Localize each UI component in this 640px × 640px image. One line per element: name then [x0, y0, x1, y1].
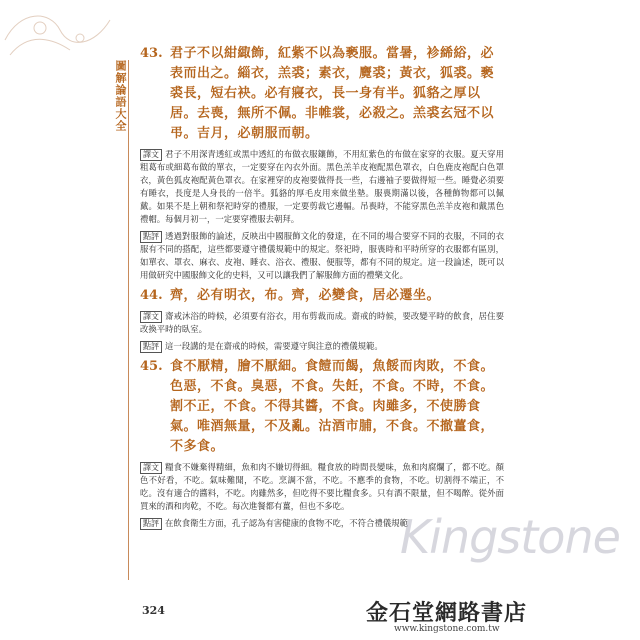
commentary-text: 這一段講的是在齋戒的時候，需要遵守與注意的禮儀規範。	[165, 341, 383, 351]
translation-text: 齋戒沐浴的時候，必須要有浴衣，用布剪裁而成。齋戒的時候，要改變平時的飲食，居住要改換平時的臥室。	[140, 311, 504, 334]
commentary-tag: 點評	[140, 341, 162, 353]
commentary	[140, 230, 504, 282]
translation	[140, 461, 504, 513]
page-number: 324	[142, 604, 165, 617]
translation-text: 君子不用深青透紅或黑中透紅的布做衣服鑲飾，不用紅紫色的布做在家穿的衣服。夏天穿用粗葛布或細葛布做的單衣，一定要穿在內衣外面。黑色羔羊皮袍配黑色罩衣，白色鹿皮袍配白色罩衣，黃色狐皮袍配黃色罩衣。在家裡穿的皮袍要做得長一些，右邊袖子要做得短一些。睡覺必須要有睡衣，長度是人身長的一倍半。狐貉的厚毛皮用來做坐墊。服喪期滿以後，各種飾物都可以佩戴。如果不是上朝和祭祀時穿的禮服，一定要剪裁它邊幅。吊喪時，不能穿黑色羔羊皮袍和戴黑色禮帽。每個月初一，一定要穿禮服去朝拜。	[140, 149, 504, 224]
verse-number: 43.	[140, 46, 163, 61]
verse-43	[140, 44, 504, 144]
watermark-brand: Kingstone	[400, 510, 620, 564]
translation	[140, 310, 504, 336]
translation-text: 糧食不嫌棄得精細，魚和肉不嫌切得細。糧食放的時間長變味，魚和肉腐爛了，都不吃。顏色不好看，不吃。氣味難聞，不吃。烹調不當，不吃。不應季的食物，不吃。切割得不端正，不吃。沒有適合的醬料，不吃。肉雖然多，但吃得不要比糧食多。只有酒不限量，但不喝醉。從外面買來的酒和肉乾，不吃。每次進餐都有薑，但也不多吃。	[140, 462, 504, 511]
decorative-ornament	[0, 0, 120, 70]
verse-text: 食不厭精，膾不厭細。食饐而餲，魚餒而肉敗，不食。色惡，不食。臭惡，不食。失飪，不食。不時，不食。割不正，不食。不得其醬，不食。肉雖多，不使勝食氣。唯酒無量，不及亂。沽酒市脯，不食。不撤薑食，不多食。	[170, 359, 495, 454]
commentary-text: 在飲食衛生方面，孔子認為有害健康的食物不吃，不符合禮儀規範	[165, 518, 408, 528]
page-content	[140, 44, 504, 534]
verse-45	[140, 357, 504, 457]
watermark-url: www.kingstone.com.tw	[394, 624, 500, 634]
commentary-text: 透過對服飾的論述，反映出中國服飾文化的發達，在不同的場合要穿不同的衣服，不同的衣服有不同的搭配，這些都要遵守禮儀規範中的規定。祭祀時，服喪時和平時所穿的衣服都有區別，如單衣、罩衣、麻衣、皮袍、睡衣、浴衣、禮服、便服等，都有不同的規定。這一段論述，既可以用做研究中國服飾文化的史料，又可以讓我們了解服飾方面的禮樂文化。	[140, 231, 504, 280]
translation-tag: 譯文	[140, 149, 162, 161]
margin-rule	[128, 60, 129, 580]
verse-text: 齊，必有明衣，布。齊，必變食，居必遷坐。	[170, 288, 441, 303]
commentary-tag: 點評	[140, 518, 162, 530]
translation	[140, 148, 504, 226]
verse-number: 45.	[140, 359, 163, 374]
verse-text: 君子不以紺緅飾，紅紫不以為褻服。當暑，袗絺綌，必表而出之。緇衣，羔裘；素衣，麑裘；黃衣，狐裘。褻裘長，短右袂。必有寢衣，長一身有半。狐貉之厚以居。去喪，無所不佩。非帷裳，必殺之。羔裘玄冠不以弔。吉月，必朝服而朝。	[170, 46, 495, 141]
book-title: 圖解論語大全	[114, 60, 127, 132]
commentary-tag: 點評	[140, 231, 162, 243]
running-header	[112, 60, 126, 148]
commentary	[140, 340, 504, 353]
translation-tag: 譯文	[140, 462, 162, 474]
watermark-store-name: 金石堂網路書店	[366, 600, 528, 626]
translation-tag: 譯文	[140, 311, 162, 323]
verse-number: 44.	[140, 288, 163, 303]
verse-44	[140, 286, 504, 306]
